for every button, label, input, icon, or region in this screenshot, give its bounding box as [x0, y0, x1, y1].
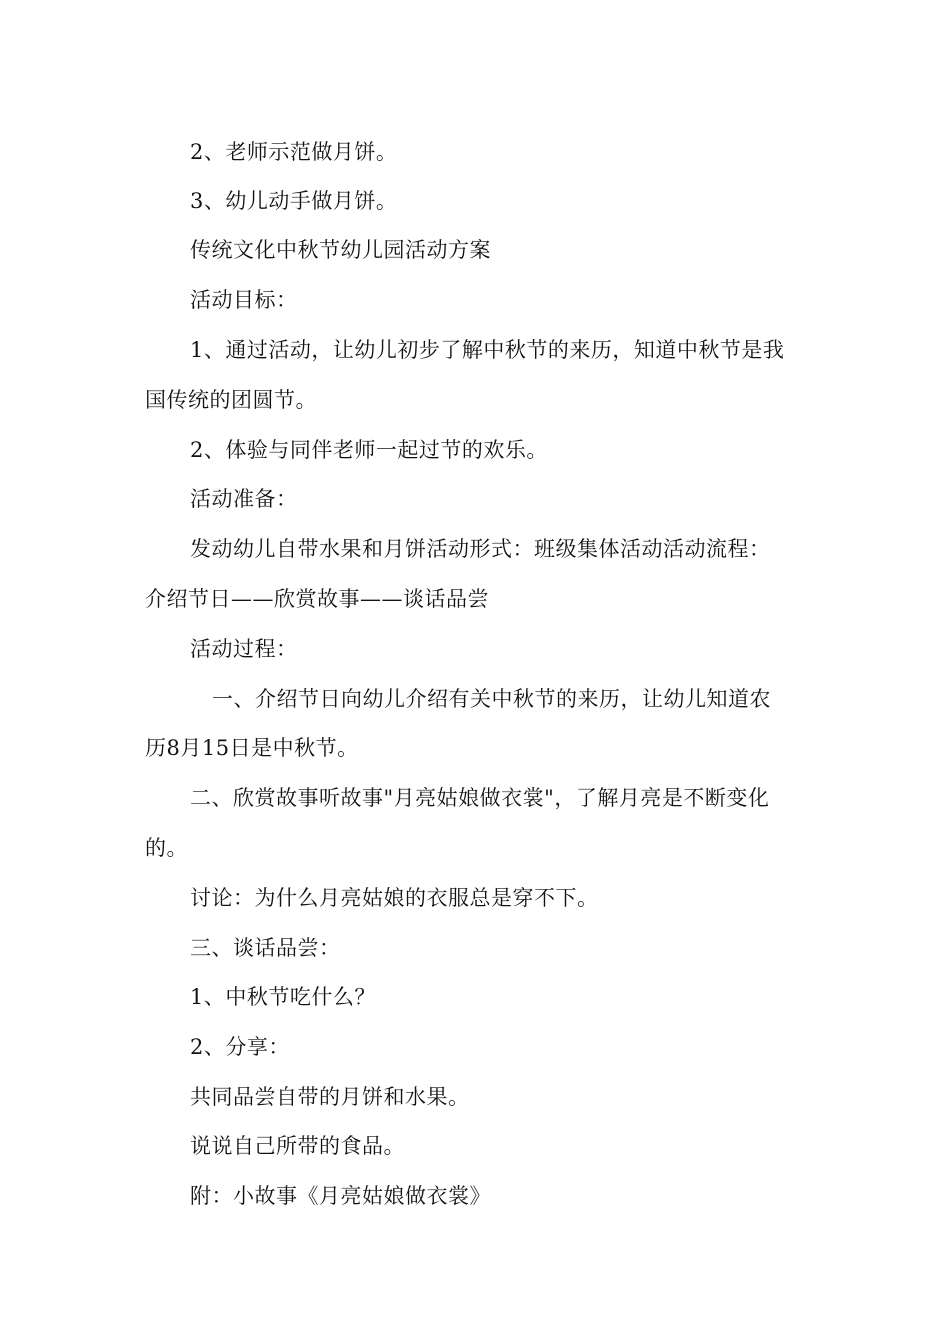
- preparation-line-1: 发动幼儿自带水果和月饼活动形式：班级集体活动活动流程：: [190, 537, 771, 561]
- process-3-item-2: 2、分享：: [190, 1035, 290, 1059]
- process-2-line-2: 的。: [145, 836, 188, 860]
- heading-activity-process: 活动过程：: [190, 637, 298, 661]
- process-2-line-1: 二、欣赏故事听故事"月亮姑娘做衣裳"，了解月亮是不断变化: [190, 786, 770, 810]
- heading-activity-preparation: 活动准备：: [190, 487, 298, 511]
- discussion: 讨论：为什么月亮姑娘的衣服总是穿不下。: [190, 886, 599, 910]
- paragraph-step-2: 2、老师示范做月饼。: [190, 140, 398, 164]
- paragraph-step-3: 3、幼儿动手做月饼。: [190, 189, 398, 213]
- goal-1-line-1: 1、通过活动，让幼儿初步了解中秋节的来历，知道中秋节是我: [190, 338, 785, 362]
- section-title: 传统文化中秋节幼儿园活动方案: [190, 238, 491, 262]
- preparation-line-2: 介绍节日——欣赏故事——谈话品尝: [145, 587, 489, 611]
- share-line-2: 说说自己所带的食品。: [190, 1134, 405, 1158]
- heading-activity-goals: 活动目标：: [190, 288, 298, 312]
- goal-1-line-2: 国传统的团圆节。: [145, 388, 317, 412]
- process-1-line-1: 一、介绍节日向幼儿介绍有关中秋节的来历，让幼儿知道农: [212, 687, 771, 711]
- process-3-item-1: 1、中秋节吃什么？: [190, 985, 376, 1009]
- appendix-story: 附：小故事《月亮姑娘做衣裳》: [190, 1184, 491, 1208]
- process-1-line-2: 历8月15日是中秋节。: [145, 736, 359, 760]
- goal-2: 2、体验与同伴老师一起过节的欢乐。: [190, 438, 548, 462]
- share-line-1: 共同品尝自带的月饼和水果。: [190, 1085, 470, 1109]
- process-3: 三、谈话品尝：: [190, 936, 341, 960]
